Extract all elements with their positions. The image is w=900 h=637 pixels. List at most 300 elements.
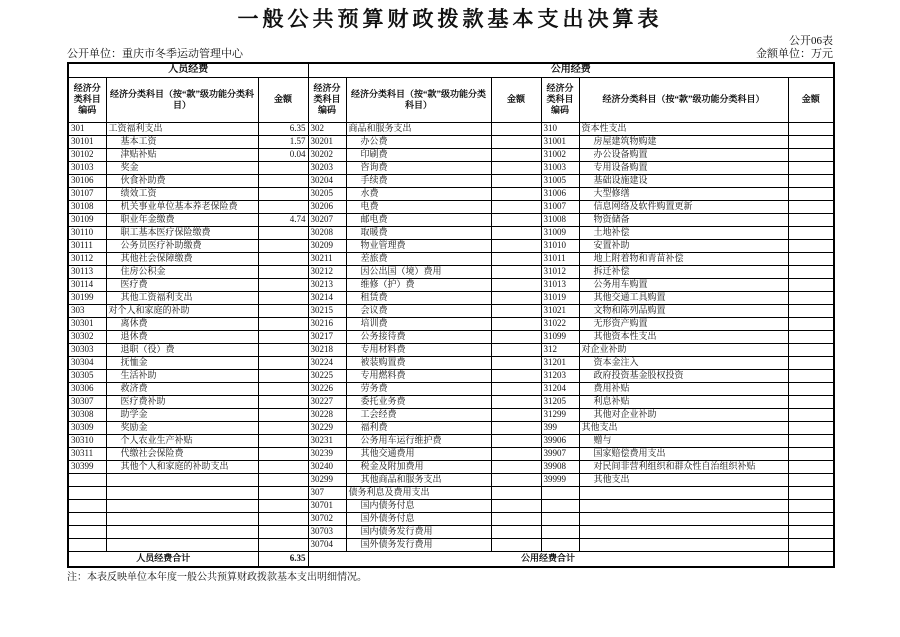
subject-cell: 绩效工资 xyxy=(106,187,258,200)
subject-cell: 对民间非营利组织和群众性自治组织补贴 xyxy=(579,460,788,473)
code-cell xyxy=(68,538,106,551)
amount-cell xyxy=(788,200,834,213)
code-cell: 39908 xyxy=(541,460,579,473)
code-cell xyxy=(68,486,106,499)
subject-cell: 费用补贴 xyxy=(579,382,788,395)
table-row xyxy=(68,486,834,499)
table-row xyxy=(68,330,834,343)
code-cell: 30229 xyxy=(308,421,346,434)
subject-cell: 其他工资福利支出 xyxy=(106,291,258,304)
amount-cell xyxy=(258,512,308,525)
amount-cell xyxy=(788,330,834,343)
subject-cell: 福利费 xyxy=(346,421,491,434)
subject-cell: 代缴社会保险费 xyxy=(106,447,258,460)
table-row xyxy=(68,252,834,265)
subject-cell: 其他对企业补助 xyxy=(579,408,788,421)
subject-column-header: 经济分类科目（按“款”级功能分类科目） xyxy=(106,77,258,122)
code-cell: 31013 xyxy=(541,278,579,291)
code-cell: 30109 xyxy=(68,213,106,226)
code-cell: 30239 xyxy=(308,447,346,460)
amount-cell xyxy=(258,473,308,486)
amount-cell xyxy=(258,421,308,434)
code-cell: 30224 xyxy=(308,356,346,369)
code-column-header: 经济分类科目编码 xyxy=(541,77,579,122)
meta-line xyxy=(67,48,833,61)
subject-cell: 助学金 xyxy=(106,408,258,421)
code-cell: 31001 xyxy=(541,135,579,148)
amount-cell xyxy=(788,239,834,252)
amount-cell xyxy=(788,473,834,486)
amount-cell xyxy=(491,447,541,460)
public-total-amount xyxy=(788,551,834,567)
subject-cell: 专用设备购置 xyxy=(579,161,788,174)
code-cell: 30103 xyxy=(68,161,106,174)
table-row xyxy=(68,447,834,460)
code-cell: 30207 xyxy=(308,213,346,226)
amount-cell xyxy=(491,460,541,473)
code-cell: 30308 xyxy=(68,408,106,421)
amount-cell xyxy=(788,122,834,135)
subject-cell: 职业年金缴费 xyxy=(106,213,258,226)
subject-cell: 信息网络及软件购置更新 xyxy=(579,200,788,213)
amount-cell: 1.57 xyxy=(258,135,308,148)
amount-cell xyxy=(788,369,834,382)
code-cell: 30107 xyxy=(68,187,106,200)
amount-cell xyxy=(491,538,541,551)
table-row xyxy=(68,135,834,148)
code-cell: 30226 xyxy=(308,382,346,395)
amount-cell xyxy=(258,291,308,304)
subject-cell: 退休费 xyxy=(106,330,258,343)
amount-cell xyxy=(258,525,308,538)
table-row xyxy=(68,434,834,447)
code-cell: 30310 xyxy=(68,434,106,447)
table-row xyxy=(68,226,834,239)
subject-cell: 生活补助 xyxy=(106,369,258,382)
table-row xyxy=(68,122,834,135)
code-cell: 30225 xyxy=(308,369,346,382)
subject-cell: 办公费 xyxy=(346,135,491,148)
amount-cell xyxy=(491,278,541,291)
code-cell: 30205 xyxy=(308,187,346,200)
totals-row xyxy=(68,551,834,567)
code-cell: 30216 xyxy=(308,317,346,330)
subject-cell: 房屋建筑物购建 xyxy=(579,135,788,148)
subject-column-header: 经济分类科目（按“款”级功能分类科目） xyxy=(579,77,788,122)
amount-cell xyxy=(788,408,834,421)
amount-cell xyxy=(258,486,308,499)
subject-cell: 基础设施建设 xyxy=(579,174,788,187)
page-title: 一般公共预算财政拨款基本支出决算表 xyxy=(237,7,663,31)
code-cell: 312 xyxy=(541,343,579,356)
code-cell: 31010 xyxy=(541,239,579,252)
code-cell: 30111 xyxy=(68,239,106,252)
code-cell: 30203 xyxy=(308,161,346,174)
subject-cell xyxy=(579,512,788,525)
table-row xyxy=(68,265,834,278)
subject-cell: 离休费 xyxy=(106,317,258,330)
table-row xyxy=(68,187,834,200)
code-cell: 31022 xyxy=(541,317,579,330)
amount-cell xyxy=(491,317,541,330)
subject-cell: 退职（役）费 xyxy=(106,343,258,356)
amount-cell xyxy=(491,382,541,395)
subject-cell: 公务用车运行维护费 xyxy=(346,434,491,447)
amount-cell xyxy=(788,486,834,499)
subject-cell: 取暖费 xyxy=(346,226,491,239)
amount-cell xyxy=(491,395,541,408)
subject-cell xyxy=(579,538,788,551)
amount-cell xyxy=(788,356,834,369)
code-cell: 30306 xyxy=(68,382,106,395)
document-content xyxy=(67,35,833,584)
subject-cell: 商品和服务支出 xyxy=(346,122,491,135)
subject-cell: 其他商品和服务支出 xyxy=(346,473,491,486)
amount-cell xyxy=(788,304,834,317)
code-cell: 30209 xyxy=(308,239,346,252)
amount-cell xyxy=(788,525,834,538)
subject-cell: 国内债务发行费用 xyxy=(346,525,491,538)
table-row xyxy=(68,278,834,291)
amount-cell xyxy=(258,460,308,473)
code-cell: 30302 xyxy=(68,330,106,343)
table-row xyxy=(68,460,834,473)
subject-cell: 公务员医疗补助缴费 xyxy=(106,239,258,252)
amount-cell xyxy=(491,187,541,200)
code-cell xyxy=(68,473,106,486)
subject-cell: 地上附着物和青苗补偿 xyxy=(579,252,788,265)
table-row xyxy=(68,200,834,213)
subject-cell: 安置补助 xyxy=(579,239,788,252)
amount-cell xyxy=(258,538,308,551)
amount-cell xyxy=(788,265,834,278)
code-cell: 31099 xyxy=(541,330,579,343)
code-cell: 30301 xyxy=(68,317,106,330)
amount-cell xyxy=(788,291,834,304)
code-cell: 30299 xyxy=(308,473,346,486)
amount-cell xyxy=(491,200,541,213)
subject-cell: 维修（护）费 xyxy=(346,278,491,291)
amount-cell xyxy=(491,356,541,369)
subject-cell: 无形资产购置 xyxy=(579,317,788,330)
table-row xyxy=(68,473,834,486)
subject-cell: 租赁费 xyxy=(346,291,491,304)
subject-cell: 基本工资 xyxy=(106,135,258,148)
amount-cell xyxy=(258,408,308,421)
amount-cell xyxy=(491,421,541,434)
code-cell xyxy=(541,512,579,525)
personnel-total-amount: 6.35 xyxy=(258,551,308,567)
table-row xyxy=(68,421,834,434)
code-cell: 31204 xyxy=(541,382,579,395)
amount-cell xyxy=(788,421,834,434)
table-row xyxy=(68,343,834,356)
subject-cell xyxy=(579,525,788,538)
code-cell: 30206 xyxy=(308,200,346,213)
subject-cell xyxy=(106,486,258,499)
code-cell: 30227 xyxy=(308,395,346,408)
table-row xyxy=(68,408,834,421)
amount-cell xyxy=(258,369,308,382)
code-cell: 30218 xyxy=(308,343,346,356)
subject-cell: 文物和陈列品购置 xyxy=(579,304,788,317)
amount-cell xyxy=(491,343,541,356)
amount-cell: 6.35 xyxy=(258,122,308,135)
amount-cell xyxy=(258,343,308,356)
amount-cell xyxy=(258,252,308,265)
code-cell: 30228 xyxy=(308,408,346,421)
amount-cell xyxy=(258,187,308,200)
code-column-header: 经济分类科目编码 xyxy=(68,77,106,122)
amount-cell xyxy=(258,447,308,460)
amount-cell xyxy=(788,499,834,512)
amount-column-header: 金额 xyxy=(491,77,541,122)
amount-cell xyxy=(491,512,541,525)
amount-cell xyxy=(491,174,541,187)
code-cell xyxy=(68,525,106,538)
footnote: 注：本表反映单位本年度一般公共预算财政拨款基本支出明细情况。 xyxy=(67,572,367,583)
subject-cell: 其他个人和家庭的补助支出 xyxy=(106,460,258,473)
subject-cell: 对企业补助 xyxy=(579,343,788,356)
table-row xyxy=(68,382,834,395)
subject-cell: 水费 xyxy=(346,187,491,200)
code-cell xyxy=(68,499,106,512)
amount-cell xyxy=(491,525,541,538)
amount-cell xyxy=(788,252,834,265)
code-cell: 30702 xyxy=(308,512,346,525)
amount-cell xyxy=(491,486,541,499)
code-cell: 399 xyxy=(541,421,579,434)
code-cell: 30114 xyxy=(68,278,106,291)
amount-cell xyxy=(491,148,541,161)
amount-cell xyxy=(491,161,541,174)
code-cell: 31012 xyxy=(541,265,579,278)
table-row xyxy=(68,148,834,161)
amount-cell xyxy=(788,538,834,551)
amount-cell xyxy=(788,512,834,525)
band-header-public: 公用经费 xyxy=(308,63,834,77)
table-row xyxy=(68,317,834,330)
table-row xyxy=(68,525,834,538)
amount-cell xyxy=(491,239,541,252)
code-cell: 30304 xyxy=(68,356,106,369)
code-cell: 30201 xyxy=(308,135,346,148)
table-row xyxy=(68,369,834,382)
table-row xyxy=(68,291,834,304)
code-cell: 30305 xyxy=(68,369,106,382)
table-row xyxy=(68,538,834,551)
amount-cell xyxy=(491,369,541,382)
subject-cell: 其他资本性支出 xyxy=(579,330,788,343)
amount-cell xyxy=(788,187,834,200)
table-row xyxy=(68,174,834,187)
amount-cell xyxy=(258,278,308,291)
subject-cell: 税金及附加费用 xyxy=(346,460,491,473)
subject-cell: 救济费 xyxy=(106,382,258,395)
code-cell: 31201 xyxy=(541,356,579,369)
subject-cell: 政府投资基金股权投资 xyxy=(579,369,788,382)
subject-cell: 培训费 xyxy=(346,317,491,330)
subject-cell: 其他支出 xyxy=(579,421,788,434)
subject-cell: 资本金注入 xyxy=(579,356,788,369)
subject-cell: 大型修缮 xyxy=(579,187,788,200)
amount-cell xyxy=(491,226,541,239)
code-cell: 30202 xyxy=(308,148,346,161)
amount-cell xyxy=(788,135,834,148)
code-cell: 31205 xyxy=(541,395,579,408)
public-total-label: 公用经费合计 xyxy=(308,551,788,567)
amount-column-header: 金额 xyxy=(788,77,834,122)
amount-cell xyxy=(258,304,308,317)
subject-cell xyxy=(106,499,258,512)
subject-cell: 公务用车购置 xyxy=(579,278,788,291)
table-row xyxy=(68,239,834,252)
code-cell: 31008 xyxy=(541,213,579,226)
amount-cell xyxy=(491,499,541,512)
subject-cell: 医疗费补助 xyxy=(106,395,258,408)
column-header-row xyxy=(68,77,834,122)
code-cell xyxy=(541,525,579,538)
subject-cell: 国内债务付息 xyxy=(346,499,491,512)
amount-cell xyxy=(491,265,541,278)
subject-cell: 专用燃料费 xyxy=(346,369,491,382)
code-cell xyxy=(541,538,579,551)
amount-cell xyxy=(258,382,308,395)
code-column-header: 经济分类科目编码 xyxy=(308,77,346,122)
code-cell: 30199 xyxy=(68,291,106,304)
amount-cell xyxy=(788,174,834,187)
code-cell: 39906 xyxy=(541,434,579,447)
amount-cell xyxy=(788,213,834,226)
subject-cell xyxy=(106,473,258,486)
code-cell xyxy=(68,512,106,525)
subject-cell: 办公设备购置 xyxy=(579,148,788,161)
amount-cell xyxy=(788,395,834,408)
amount-cell xyxy=(258,499,308,512)
amount-cell xyxy=(788,460,834,473)
table-row xyxy=(68,499,834,512)
table-row xyxy=(68,304,834,317)
subject-cell: 其他交通费用 xyxy=(346,447,491,460)
code-cell: 30701 xyxy=(308,499,346,512)
code-cell xyxy=(541,499,579,512)
amount-unit-label: 金额单位：万元 xyxy=(756,48,833,60)
subject-cell: 其他支出 xyxy=(579,473,788,486)
table-row xyxy=(68,161,834,174)
code-cell: 30215 xyxy=(308,304,346,317)
subject-cell: 物业管理费 xyxy=(346,239,491,252)
amount-cell xyxy=(491,122,541,135)
subject-cell: 伙食补助费 xyxy=(106,174,258,187)
subject-cell: 对个人和家庭的补助 xyxy=(106,304,258,317)
code-cell: 30208 xyxy=(308,226,346,239)
code-cell: 30214 xyxy=(308,291,346,304)
code-cell: 31299 xyxy=(541,408,579,421)
code-cell: 30311 xyxy=(68,447,106,460)
personnel-total-label: 人员经费合计 xyxy=(68,551,258,567)
subject-cell: 手续费 xyxy=(346,174,491,187)
subject-cell: 国家赔偿费用支出 xyxy=(579,447,788,460)
subject-cell: 国外债务付息 xyxy=(346,512,491,525)
subject-cell: 利息补贴 xyxy=(579,395,788,408)
subject-cell: 债务利息及费用支出 xyxy=(346,486,491,499)
code-cell: 31005 xyxy=(541,174,579,187)
subject-cell: 住房公积金 xyxy=(106,265,258,278)
code-cell: 31009 xyxy=(541,226,579,239)
subject-cell: 因公出国（境）费用 xyxy=(346,265,491,278)
amount-cell xyxy=(788,382,834,395)
amount-cell xyxy=(258,226,308,239)
amount-cell xyxy=(258,330,308,343)
code-cell: 30112 xyxy=(68,252,106,265)
amount-cell xyxy=(258,317,308,330)
code-cell xyxy=(541,486,579,499)
amount-cell xyxy=(491,408,541,421)
code-cell: 31007 xyxy=(541,200,579,213)
subject-cell: 奖励金 xyxy=(106,421,258,434)
amount-cell xyxy=(788,434,834,447)
subject-cell xyxy=(579,486,788,499)
code-cell: 310 xyxy=(541,122,579,135)
amount-cell xyxy=(258,174,308,187)
amount-cell xyxy=(491,213,541,226)
code-cell: 302 xyxy=(308,122,346,135)
amount-cell xyxy=(491,252,541,265)
table-number: 公开06表 xyxy=(789,35,833,47)
subject-cell: 物资储备 xyxy=(579,213,788,226)
code-cell: 307 xyxy=(308,486,346,499)
subject-cell: 工资福利支出 xyxy=(106,122,258,135)
amount-cell xyxy=(788,278,834,291)
amount-cell xyxy=(491,291,541,304)
code-cell: 30108 xyxy=(68,200,106,213)
amount-cell: 0.04 xyxy=(258,148,308,161)
amount-cell: 4.74 xyxy=(258,213,308,226)
subject-cell: 专用材料费 xyxy=(346,343,491,356)
amount-cell xyxy=(258,200,308,213)
code-cell: 39999 xyxy=(541,473,579,486)
subject-cell: 拆迁补偿 xyxy=(579,265,788,278)
amount-cell xyxy=(258,356,308,369)
amount-cell xyxy=(491,330,541,343)
code-cell: 31003 xyxy=(541,161,579,174)
code-cell: 31002 xyxy=(541,148,579,161)
code-cell: 30212 xyxy=(308,265,346,278)
band-header-personnel: 人员经费 xyxy=(68,63,308,77)
code-cell: 303 xyxy=(68,304,106,317)
subject-cell: 资本性支出 xyxy=(579,122,788,135)
subject-cell: 其他交通工具购置 xyxy=(579,291,788,304)
code-cell: 301 xyxy=(68,122,106,135)
subject-cell: 咨询费 xyxy=(346,161,491,174)
subject-column-header: 经济分类科目（按“款”级功能分类科目） xyxy=(346,77,491,122)
code-cell: 30703 xyxy=(308,525,346,538)
amount-cell xyxy=(788,447,834,460)
subject-cell: 职工基本医疗保险缴费 xyxy=(106,226,258,239)
subject-cell: 奖金 xyxy=(106,161,258,174)
code-cell: 30211 xyxy=(308,252,346,265)
subject-cell xyxy=(579,499,788,512)
subject-cell: 津贴补贴 xyxy=(106,148,258,161)
subject-cell: 机关事业单位基本养老保险费 xyxy=(106,200,258,213)
subject-cell: 劳务费 xyxy=(346,382,491,395)
amount-cell xyxy=(491,434,541,447)
code-cell: 30309 xyxy=(68,421,106,434)
subject-cell: 赠与 xyxy=(579,434,788,447)
code-cell: 30213 xyxy=(308,278,346,291)
subject-cell: 其他社会保障缴费 xyxy=(106,252,258,265)
amount-cell xyxy=(258,239,308,252)
